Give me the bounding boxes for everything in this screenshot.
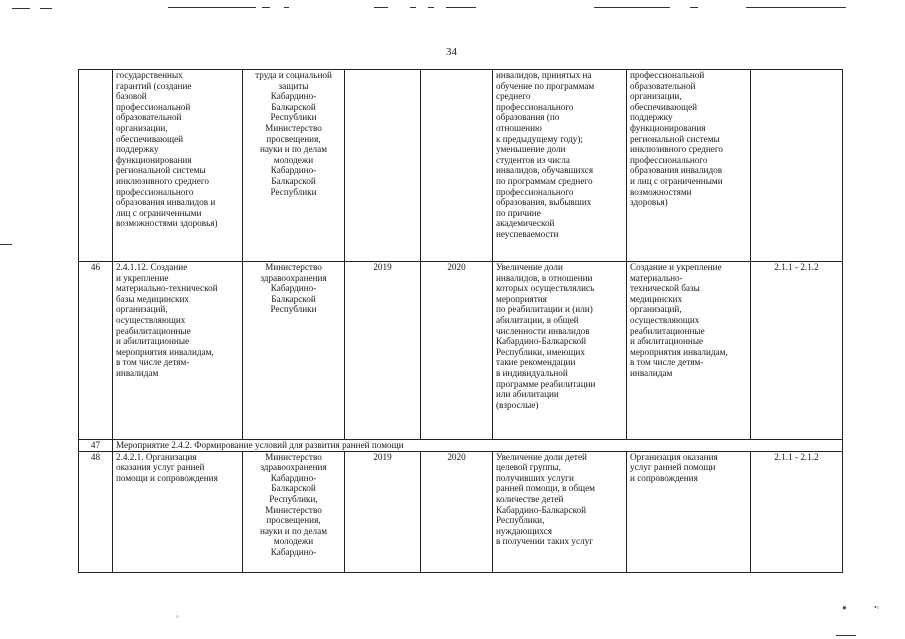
indicator-line: Кабардино-Балкарской xyxy=(496,504,587,515)
indicator-line: нуждающихся xyxy=(496,525,552,536)
indicator-line: инвалидов, обучавшихся xyxy=(496,165,594,176)
measure-cell xyxy=(113,451,243,572)
start-year-cell xyxy=(345,262,421,440)
scan-artifact xyxy=(836,635,856,636)
executor-line: Балкарской xyxy=(271,175,316,186)
result-line: региональной системы xyxy=(630,133,720,144)
start-value: 2019 xyxy=(373,262,392,272)
measure-line: поддержку xyxy=(116,144,159,155)
executor-line: Республики xyxy=(270,186,317,197)
measure-line: 2.4.1.12. Создание xyxy=(116,262,188,272)
start-year-cell xyxy=(345,451,421,572)
table-row xyxy=(79,70,843,262)
program-measures-table xyxy=(78,69,843,573)
row-number-cell xyxy=(79,451,113,572)
executor-line: здравоохранения xyxy=(260,272,327,283)
measure-line: организации, xyxy=(116,122,168,133)
indicator-line: ранней помощи, в общем xyxy=(496,483,595,494)
result-line: поддержку xyxy=(630,112,673,123)
start-value: 2019 xyxy=(373,451,392,462)
indicator-line: численности инвалидов xyxy=(496,325,590,336)
measure-line: помощи и сопровождения xyxy=(116,472,218,483)
measure-line: базы медицинских xyxy=(116,293,190,304)
num-value: 48 xyxy=(90,451,101,462)
result-line: организаций, xyxy=(630,304,682,315)
page-number: 34 xyxy=(446,46,457,58)
link-cell xyxy=(751,262,843,440)
measure-line: региональной системы xyxy=(116,165,206,176)
indicator-line: уменьшение доли xyxy=(496,144,566,155)
result-line: обеспечивающей xyxy=(630,101,698,112)
executor-line: просвещения, xyxy=(266,133,321,144)
result-line: профессионального xyxy=(630,154,708,165)
result-line: инвалидам xyxy=(630,367,673,378)
indicator-line: неуспеваемости xyxy=(496,228,559,239)
executor-line: Министерство xyxy=(265,451,322,462)
scan-artifact xyxy=(374,7,388,8)
executor-line: Балкарской xyxy=(271,101,316,112)
result-line: образования инвалидов xyxy=(630,165,723,176)
executor-line: Республики xyxy=(270,304,317,315)
row-number-cell xyxy=(79,70,113,262)
result-line: профессиональной xyxy=(630,70,705,80)
measure-line: и укрепление xyxy=(116,272,169,283)
indicator-line: программе реабилитации xyxy=(496,378,596,389)
indicator-line: Кабардино-Балкарской xyxy=(496,336,587,347)
indicator-line: образования, выбывших xyxy=(496,197,592,208)
measure-line: инвалидам xyxy=(116,367,159,378)
end-value: 2020 xyxy=(447,451,466,462)
scan-artifact xyxy=(262,7,270,8)
executor-cell xyxy=(243,451,345,572)
num-value: 47 xyxy=(90,440,101,450)
section-header-text: Мероприятие 2.4.2. Формирование условий для развития ранней помощи xyxy=(116,440,404,450)
result-line: Организация оказания xyxy=(630,451,718,462)
table-row xyxy=(79,262,843,440)
result-line: образовательной xyxy=(630,80,696,91)
scan-artifact xyxy=(12,8,30,9)
executor-line: Республики xyxy=(270,112,317,123)
indicator-line: по причине xyxy=(496,207,541,218)
scan-artifact xyxy=(40,8,52,9)
executor-line: Кабардино- xyxy=(270,472,317,483)
result-line: медицинских xyxy=(630,293,683,304)
indicator-line: Республики, имеющих xyxy=(496,346,585,357)
measure-line: базовой xyxy=(116,91,147,102)
indicator-line: абилитации, в общей xyxy=(496,314,579,325)
measure-line: осуществляющих xyxy=(116,314,186,325)
indicator-line: Увеличение доли детей xyxy=(496,451,587,462)
measure-line: обеспечивающей xyxy=(116,133,184,144)
indicator-line: мероприятия xyxy=(496,293,547,304)
end-year-cell xyxy=(421,70,493,262)
link-cell xyxy=(751,70,843,262)
result-line: технической базы xyxy=(630,283,700,294)
indicator-line: студентов из числа xyxy=(496,154,570,165)
result-cell xyxy=(627,70,751,262)
scan-artifact xyxy=(410,7,416,8)
scan-artifact xyxy=(284,7,289,8)
result-line: реабилитационные xyxy=(630,325,705,336)
indicator-cell xyxy=(493,451,627,572)
result-line: в том числе детям- xyxy=(630,357,704,368)
indicator-line: такие рекомендации xyxy=(496,357,576,368)
measure-line: инклюзивного среднего xyxy=(116,175,210,186)
measure-line: мероприятия инвалидам, xyxy=(116,346,214,357)
indicator-line: Республики, xyxy=(496,515,545,526)
result-cell xyxy=(627,451,751,572)
executor-line: защиты xyxy=(278,80,309,91)
link-cell xyxy=(751,451,843,572)
executor-line: Кабардино- xyxy=(270,546,317,557)
measure-line: государственных xyxy=(116,70,183,80)
indicator-line: среднего xyxy=(496,91,531,102)
result-line: и сопровождения xyxy=(630,472,698,483)
measure-line: 2.4.2.1. Организация xyxy=(116,451,197,462)
scan-artifact xyxy=(446,7,476,8)
result-line: и абилитационные xyxy=(630,336,704,347)
measure-line: образовательной xyxy=(116,112,182,123)
indicator-cell xyxy=(493,262,627,440)
result-line: осуществляющих xyxy=(630,314,700,325)
end-year-cell xyxy=(421,262,493,440)
indicator-line: инвалидов, в отношении xyxy=(496,272,593,283)
scan-speck: ● xyxy=(842,603,847,612)
indicator-line: к предыдущему году); xyxy=(496,133,583,144)
executor-line: Балкарской xyxy=(271,483,316,494)
result-line: мероприятия инвалидам, xyxy=(630,346,728,357)
indicator-cell xyxy=(493,70,627,262)
scan-artifact xyxy=(594,7,670,8)
section-header-cell xyxy=(113,440,843,452)
indicator-line: обучение по программам xyxy=(496,80,595,91)
scan-artifact xyxy=(0,244,12,245)
executor-line: Министерство xyxy=(265,504,322,515)
executor-cell xyxy=(243,262,345,440)
measure-line: материально-технической xyxy=(116,283,218,294)
scan-artifact xyxy=(690,7,698,8)
result-line: Создание и укрепление xyxy=(630,262,722,272)
num-value: 46 xyxy=(90,262,101,272)
executor-cell xyxy=(243,70,345,262)
executor-line: молодежи xyxy=(273,536,314,547)
executor-line: молодежи xyxy=(273,154,314,165)
result-line: услуг ранней помощи xyxy=(630,462,716,473)
measure-line: оказания услуг ранней xyxy=(116,462,205,473)
measure-line: организаций, xyxy=(116,304,168,315)
executor-line: Кабардино- xyxy=(270,283,317,294)
indicator-line: академической xyxy=(496,218,555,229)
link-value: 2.1.1 - 2.1.2 xyxy=(774,262,819,272)
measure-line: и абилитационные xyxy=(116,336,190,347)
executor-line: труда и социальной xyxy=(255,70,332,80)
measure-line: реабилитационные xyxy=(116,325,191,336)
executor-line: науки и по делам xyxy=(259,144,328,155)
measure-cell xyxy=(113,262,243,440)
indicator-line: в индивидуальной xyxy=(496,367,568,378)
executor-line: Кабардино- xyxy=(270,165,317,176)
indicator-line: профессионального xyxy=(496,101,574,112)
indicator-line: получивших услуги xyxy=(496,472,574,483)
indicator-line: (взрослые) xyxy=(496,399,539,410)
table-row xyxy=(79,451,843,572)
result-line: организации, xyxy=(630,91,682,102)
table-row xyxy=(79,440,843,452)
executor-line: науки и по делам xyxy=(259,525,328,536)
measure-line: профессионального xyxy=(116,186,194,197)
executor-line: Республики, xyxy=(269,493,318,504)
indicator-line: которых осуществлялись xyxy=(496,283,595,294)
end-value: 2020 xyxy=(447,262,466,272)
indicator-line: в получении таких услуг xyxy=(496,536,594,547)
row-number-cell xyxy=(79,262,113,440)
link-value: 2.1.1 - 2.1.2 xyxy=(774,451,819,462)
result-line: материально- xyxy=(630,272,683,283)
result-cell xyxy=(627,262,751,440)
indicator-line: по реабилитации и (или) xyxy=(496,304,593,315)
indicator-line: образования (по xyxy=(496,112,560,123)
executor-line: здравоохранения xyxy=(260,462,327,473)
executor-line: Министерство xyxy=(265,122,322,133)
result-line: возможностями xyxy=(630,186,692,197)
scan-artifact xyxy=(168,7,256,8)
indicator-line: по программам среднего xyxy=(496,175,593,186)
scan-artifact xyxy=(428,7,434,8)
result-line: функционирования xyxy=(630,122,706,133)
start-year-cell xyxy=(345,70,421,262)
indicator-line: профессионального xyxy=(496,186,574,197)
measure-line: функционирования xyxy=(116,154,192,165)
executor-line: Кабардино- xyxy=(270,91,317,102)
result-line: и лиц с ограниченными xyxy=(630,175,723,186)
scan-speck: •◦ xyxy=(874,603,880,612)
indicator-line: количестве детей xyxy=(496,493,564,504)
measure-line: гарантий (создание xyxy=(116,80,192,91)
measure-cell xyxy=(113,70,243,262)
result-line: инклюзивного среднего xyxy=(630,144,724,155)
scan-artifact xyxy=(746,7,846,8)
indicator-line: Увеличение доли xyxy=(496,262,563,272)
executor-line: Балкарской xyxy=(271,293,316,304)
measure-line: лиц с ограниченными xyxy=(116,207,202,218)
executor-line: Министерство xyxy=(265,262,322,272)
indicator-line: инвалидов, принятых на xyxy=(496,70,592,80)
end-year-cell xyxy=(421,451,493,572)
scan-speck: ◦ xyxy=(176,612,179,621)
indicator-line: отношению xyxy=(496,122,542,133)
indicator-line: целевой группы, xyxy=(496,462,561,473)
executor-line: просвещения, xyxy=(266,515,321,526)
measure-line: возможностями здоровья) xyxy=(116,218,218,229)
measure-line: образования инвалидов и xyxy=(116,197,216,208)
measure-line: в том числе детям- xyxy=(116,357,190,368)
result-line: здоровья) xyxy=(630,197,668,208)
row-number-cell xyxy=(79,440,113,452)
measure-line: профессиональной xyxy=(116,101,191,112)
indicator-line: или абилитации xyxy=(496,389,559,400)
